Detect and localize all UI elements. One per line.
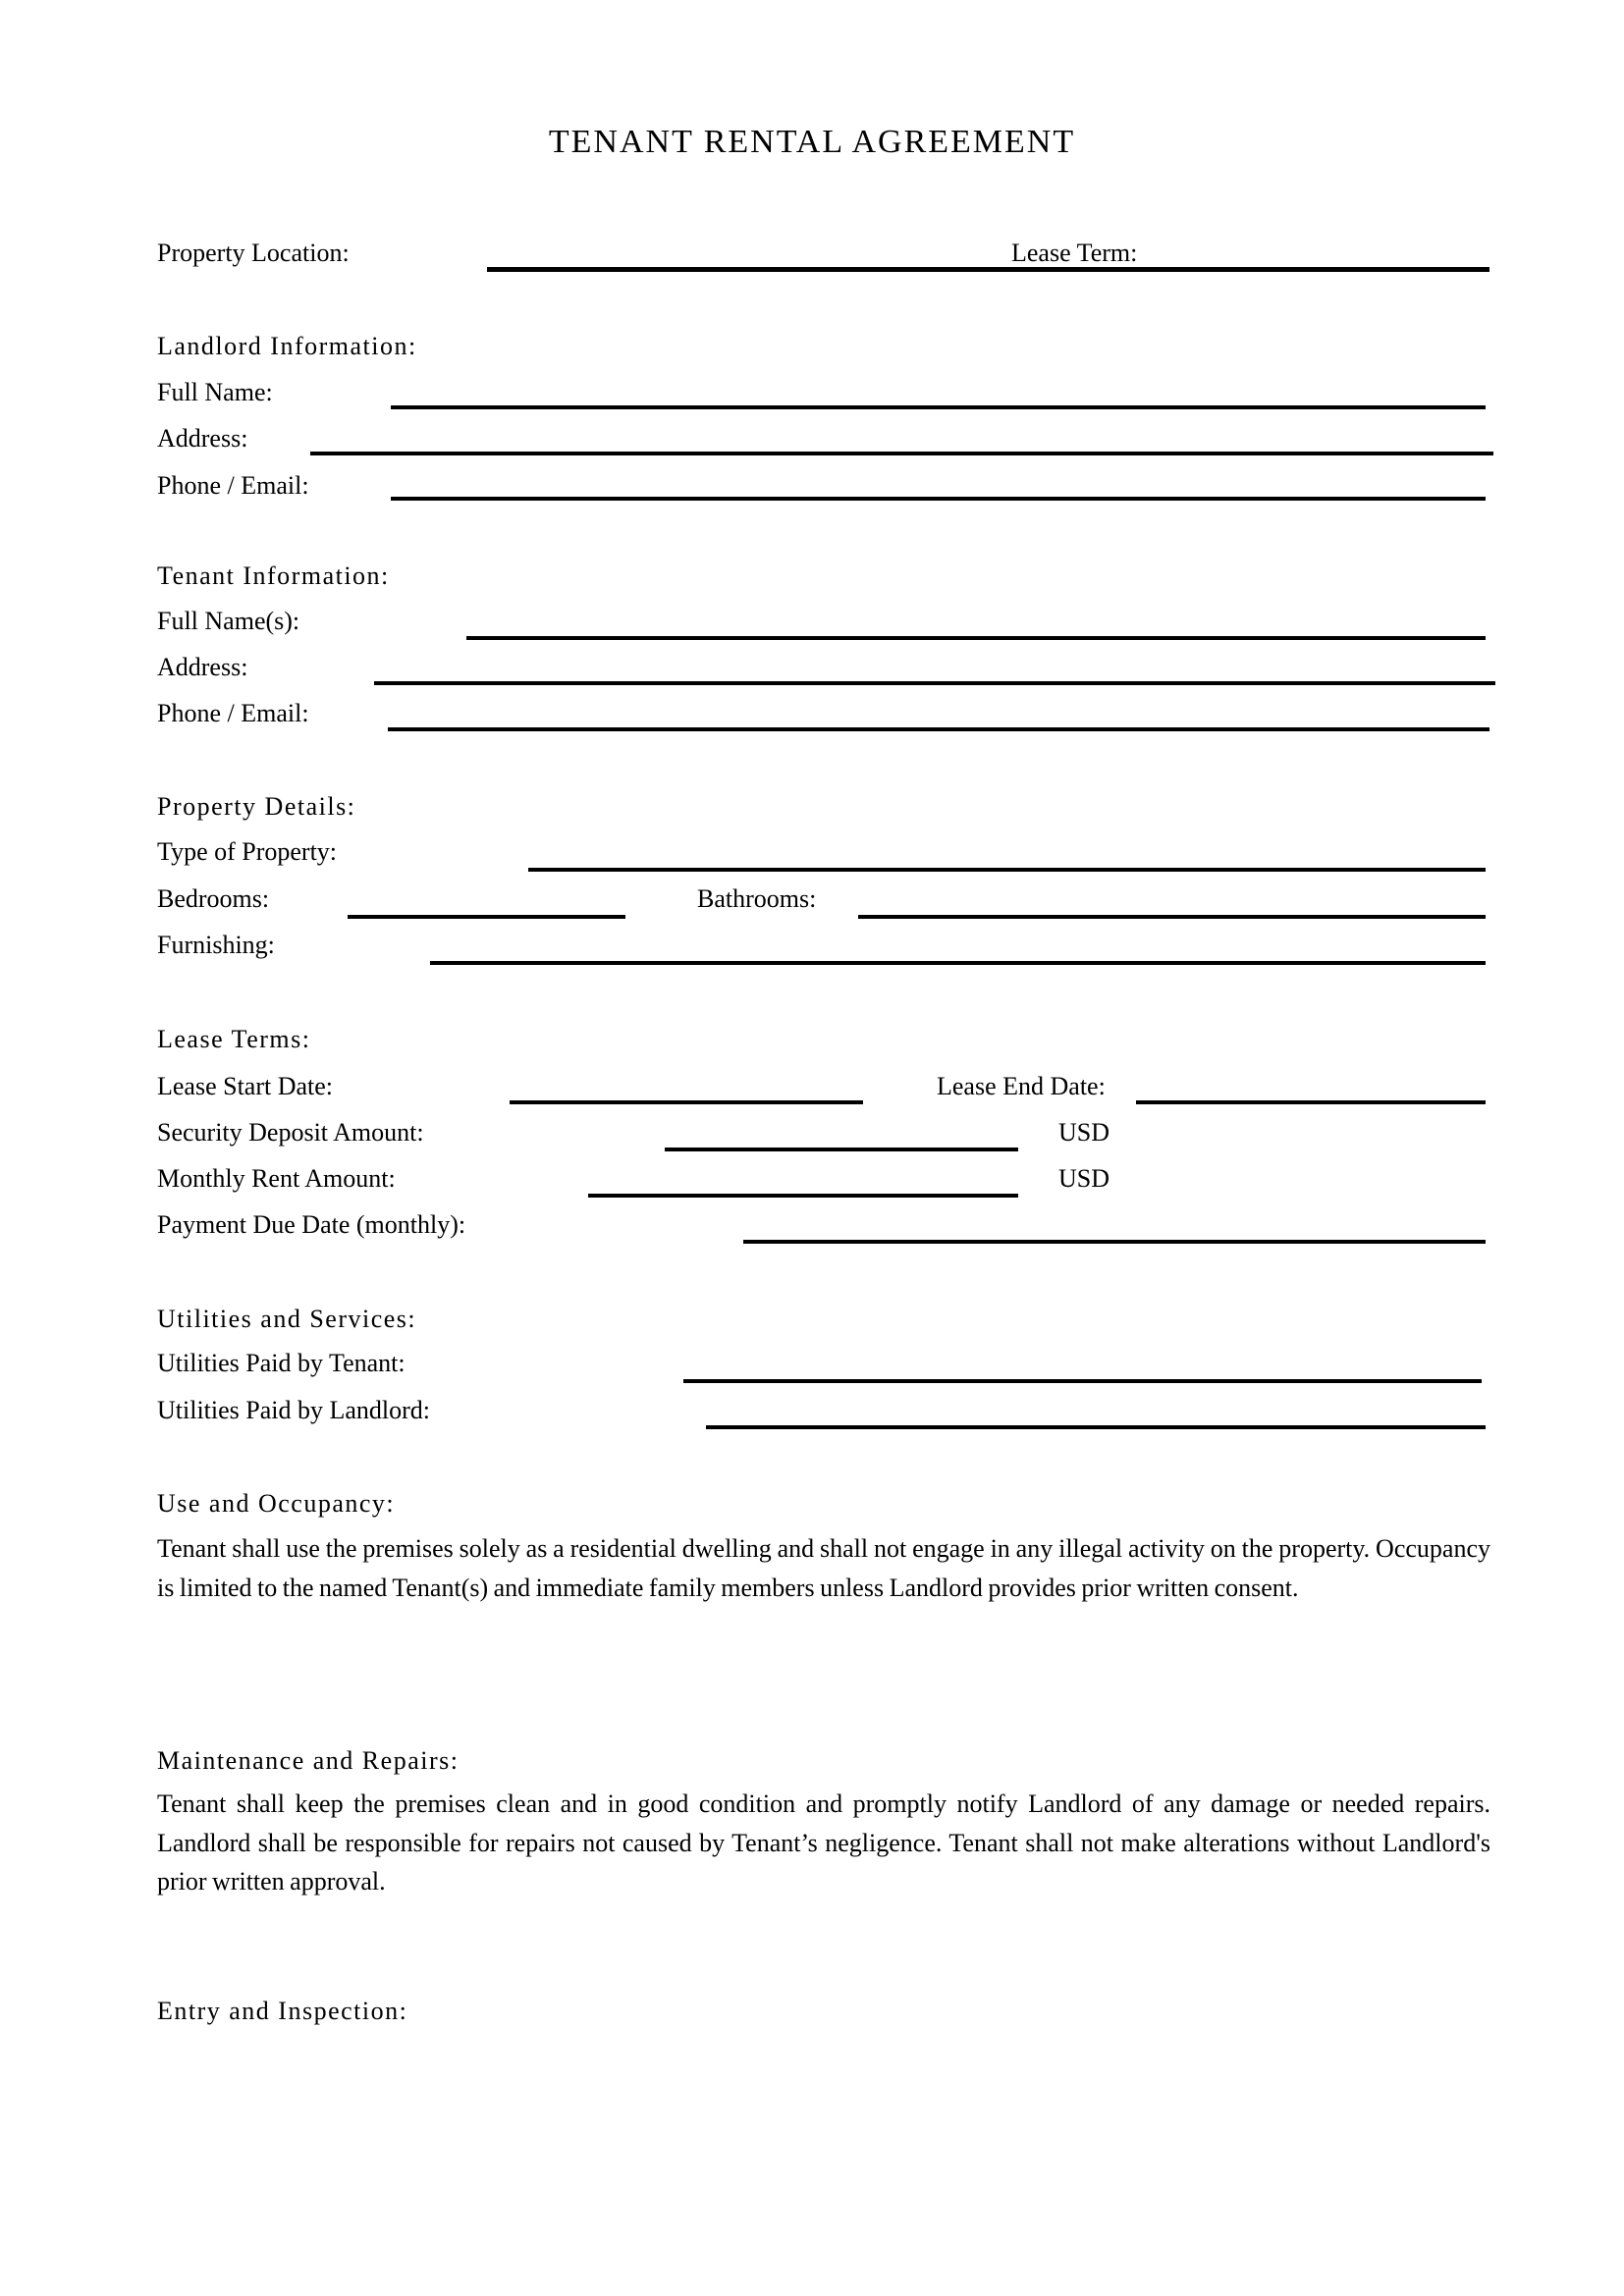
maintenance-repairs-heading: Maintenance and Repairs:: [157, 1746, 460, 1775]
use-occupancy-paragraph: Tenant shall use the premises solely as a residential dwelling and shall not engage in any illegal activity on the property. Occupancy is limited to the named Tenant(s) and immediate family members unless Landlord provides prior written consent.: [157, 1534, 1490, 1602]
landlord-phone-email-blank-line[interactable]: [391, 497, 1486, 501]
bathrooms-label: Bathrooms:: [697, 884, 817, 913]
lease-terms-heading: Lease Terms:: [157, 1025, 311, 1053]
landlord-full-name-label: Full Name:: [157, 378, 273, 406]
lease-term-label: Lease Term:: [1011, 239, 1138, 267]
payment-due-date-label: Payment Due Date (monthly):: [157, 1210, 466, 1239]
utilities-paid-by-landlord-blank-line[interactable]: [706, 1425, 1486, 1429]
monthly-rent-label: Monthly Rent Amount:: [157, 1164, 396, 1193]
utilities-paid-by-tenant-label: Utilities Paid by Tenant:: [157, 1349, 406, 1377]
tenant-phone-email-label: Phone / Email:: [157, 699, 309, 727]
bathrooms-blank-line[interactable]: [858, 915, 1486, 919]
payment-due-date-blank-line[interactable]: [743, 1240, 1486, 1244]
use-occupancy-heading: Use and Occupancy:: [157, 1489, 396, 1518]
bedrooms-blank-line[interactable]: [348, 915, 625, 919]
tenant-phone-email-blank-line[interactable]: [388, 727, 1489, 731]
property-details-heading: Property Details:: [157, 792, 356, 821]
tenant-information-heading: Tenant Information:: [157, 561, 390, 590]
property-location-label: Property Location:: [157, 239, 350, 267]
entry-inspection-heading: Entry and Inspection:: [157, 1997, 408, 2025]
tenant-address-blank-line[interactable]: [374, 681, 1495, 685]
property-location-lease-term-blank-line[interactable]: [487, 267, 1489, 272]
lease-start-date-blank-line[interactable]: [510, 1100, 863, 1104]
document-title: TENANT RENTAL AGREEMENT: [548, 124, 1076, 160]
security-deposit-label: Security Deposit Amount:: [157, 1118, 424, 1147]
landlord-information-heading: Landlord Information:: [157, 332, 417, 360]
lease-end-date-blank-line[interactable]: [1136, 1100, 1486, 1104]
security-deposit-currency: USD: [1058, 1118, 1110, 1147]
landlord-address-blank-line[interactable]: [310, 452, 1493, 455]
furnishing-blank-line[interactable]: [430, 961, 1486, 965]
utilities-paid-by-tenant-blank-line[interactable]: [683, 1379, 1482, 1383]
monthly-rent-blank-line[interactable]: [588, 1194, 1018, 1198]
lease-start-date-label: Lease Start Date:: [157, 1072, 334, 1100]
furnishing-label: Furnishing:: [157, 931, 275, 959]
lease-end-date-label: Lease End Date:: [937, 1072, 1106, 1100]
monthly-rent-currency: USD: [1058, 1164, 1110, 1193]
bedrooms-label: Bedrooms:: [157, 884, 270, 913]
utilities-services-heading: Utilities and Services:: [157, 1305, 417, 1333]
utilities-paid-by-landlord-label: Utilities Paid by Landlord:: [157, 1396, 431, 1424]
tenant-full-names-label: Full Name(s):: [157, 607, 300, 635]
tenant-full-names-blank-line[interactable]: [466, 636, 1486, 640]
landlord-phone-email-label: Phone / Email:: [157, 471, 309, 500]
maintenance-repairs-paragraph: Tenant shall keep the premises clean and in good condition and promptly notify Landlord of any damage or needed repairs. Landlord shall be responsible for repairs not caused by Tenant’s negligence. Tenant shall not make alterations without Landlord's prior written approval.: [157, 1789, 1490, 1896]
landlord-full-name-blank-line[interactable]: [391, 405, 1486, 409]
tenant-address-label: Address:: [157, 653, 248, 681]
security-deposit-blank-line[interactable]: [665, 1148, 1018, 1151]
type-of-property-label: Type of Property:: [157, 837, 338, 866]
type-of-property-blank-line[interactable]: [528, 868, 1486, 872]
landlord-address-label: Address:: [157, 424, 248, 453]
